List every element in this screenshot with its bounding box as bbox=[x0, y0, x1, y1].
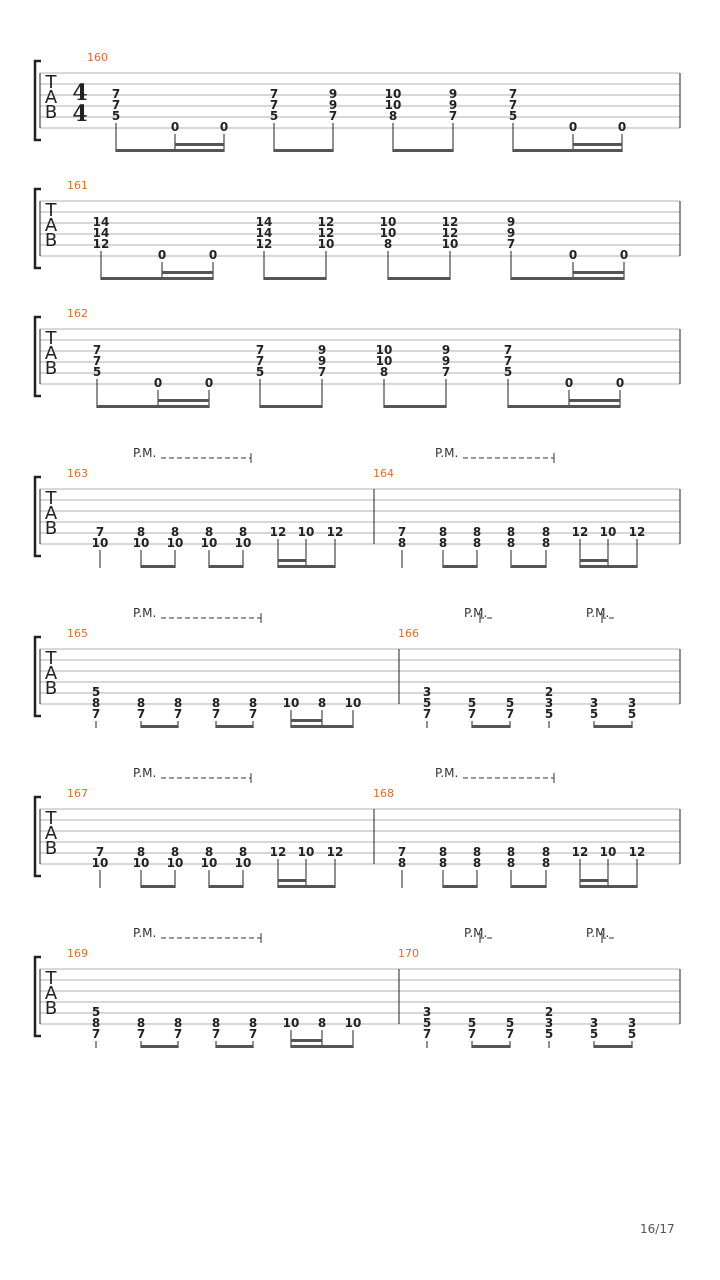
fret-number: 0 bbox=[153, 376, 163, 390]
fret-number: 0 bbox=[619, 248, 629, 262]
fret-number: 7 bbox=[505, 1027, 515, 1041]
fret-number: 8 bbox=[136, 1016, 146, 1030]
fret-number: 9 bbox=[448, 98, 458, 112]
measure-number: 164 bbox=[373, 467, 394, 480]
fret-number: 8 bbox=[506, 536, 516, 550]
fret-number: 8 bbox=[211, 696, 221, 710]
beam bbox=[291, 1045, 353, 1048]
beam bbox=[508, 405, 620, 408]
fret-number: 8 bbox=[472, 856, 482, 870]
fret-number: 8 bbox=[238, 525, 248, 539]
beam bbox=[511, 277, 624, 280]
tab-clef-letter: B bbox=[44, 230, 58, 251]
beam-sixteenth bbox=[580, 879, 608, 882]
beam bbox=[141, 565, 175, 568]
fret-number: 8 bbox=[383, 237, 393, 251]
fret-number: 10 bbox=[200, 856, 218, 870]
fret-number: 10 bbox=[375, 354, 393, 368]
fret-number: 5 bbox=[255, 365, 265, 379]
beam bbox=[388, 277, 450, 280]
fret-number: 7 bbox=[95, 845, 105, 859]
tab-clef-letter: A bbox=[44, 215, 58, 236]
measure-number: 161 bbox=[67, 179, 88, 192]
tab-clef-letter: T bbox=[45, 488, 57, 509]
fret-number: 14 bbox=[255, 215, 273, 229]
fret-number: 7 bbox=[173, 1027, 183, 1041]
fret-number: 5 bbox=[505, 696, 515, 710]
fret-number: 7 bbox=[269, 98, 279, 112]
beam-sixteenth bbox=[573, 271, 624, 274]
palm-mute-label: P.M. bbox=[435, 446, 459, 460]
fret-number: 8 bbox=[317, 1016, 327, 1030]
fret-number: 10 bbox=[344, 1016, 362, 1030]
beam-sixteenth bbox=[291, 1039, 322, 1042]
tab-clef-letter: B bbox=[44, 102, 58, 123]
beam bbox=[513, 149, 622, 152]
fret-number: 8 bbox=[472, 536, 482, 550]
fret-number: 10 bbox=[317, 237, 335, 251]
fret-number: 10 bbox=[91, 856, 109, 870]
fret-number: 7 bbox=[136, 707, 146, 721]
beam bbox=[216, 725, 253, 728]
fret-number: 0 bbox=[170, 120, 180, 134]
fret-number: 7 bbox=[111, 87, 121, 101]
fret-number: 7 bbox=[92, 354, 102, 368]
fret-number: 3 bbox=[627, 1016, 637, 1030]
beam bbox=[116, 149, 224, 152]
beam-sixteenth bbox=[278, 879, 306, 882]
fret-number: 8 bbox=[438, 845, 448, 859]
fret-number: 10 bbox=[91, 536, 109, 550]
beam bbox=[511, 565, 546, 568]
fret-number: 12 bbox=[255, 237, 273, 251]
fret-number: 8 bbox=[173, 1016, 183, 1030]
fret-number: 7 bbox=[91, 707, 101, 721]
palm-mute-label: P.M. bbox=[464, 606, 488, 620]
fret-number: 7 bbox=[269, 87, 279, 101]
fret-number: 14 bbox=[92, 215, 110, 229]
measure-number: 162 bbox=[67, 307, 88, 320]
fret-number: 8 bbox=[541, 525, 551, 539]
fret-number: 12 bbox=[326, 845, 344, 859]
fret-number: 10 bbox=[344, 696, 362, 710]
fret-number: 7 bbox=[95, 525, 105, 539]
fret-number: 5 bbox=[467, 696, 477, 710]
fret-number: 7 bbox=[441, 365, 451, 379]
fret-number: 7 bbox=[173, 707, 183, 721]
fret-number: 12 bbox=[326, 525, 344, 539]
fret-number: 8 bbox=[91, 1016, 101, 1030]
fret-number: 7 bbox=[506, 237, 516, 251]
fret-number: 7 bbox=[422, 707, 432, 721]
beam-sixteenth bbox=[158, 399, 209, 402]
fret-number: 7 bbox=[136, 1027, 146, 1041]
fret-number: 10 bbox=[234, 536, 252, 550]
measure-number: 165 bbox=[67, 627, 88, 640]
fret-number: 12 bbox=[441, 226, 459, 240]
fret-number: 10 bbox=[132, 536, 150, 550]
fret-number: 12 bbox=[269, 525, 287, 539]
fret-number: 8 bbox=[438, 856, 448, 870]
tab-clef-letter: A bbox=[44, 503, 58, 524]
beam bbox=[511, 885, 546, 888]
palm-mute-label: P.M. bbox=[464, 926, 488, 940]
beam bbox=[594, 1045, 632, 1048]
fret-number: 9 bbox=[317, 354, 327, 368]
beam bbox=[209, 565, 243, 568]
fret-number: 10 bbox=[166, 536, 184, 550]
fret-number: 5 bbox=[544, 707, 554, 721]
fret-number: 0 bbox=[568, 248, 578, 262]
beam-sixteenth bbox=[291, 719, 322, 722]
fret-number: 5 bbox=[627, 1027, 637, 1041]
fret-number: 10 bbox=[379, 215, 397, 229]
fret-number: 12 bbox=[628, 525, 646, 539]
fret-number: 7 bbox=[248, 1027, 258, 1041]
beam-sixteenth bbox=[573, 143, 622, 146]
fret-number: 12 bbox=[317, 215, 335, 229]
fret-number: 7 bbox=[467, 707, 477, 721]
beam bbox=[278, 565, 335, 568]
fret-number: 3 bbox=[627, 696, 637, 710]
fret-number: 7 bbox=[328, 109, 338, 123]
palm-mute-label: P.M. bbox=[586, 926, 610, 940]
fret-number: 10 bbox=[297, 845, 315, 859]
fret-number: 8 bbox=[472, 845, 482, 859]
fret-number: 8 bbox=[506, 845, 516, 859]
time-signature-bottom: 4 bbox=[72, 101, 88, 127]
fret-number: 10 bbox=[200, 536, 218, 550]
fret-number: 8 bbox=[170, 525, 180, 539]
beam bbox=[260, 405, 322, 408]
fret-number: 8 bbox=[238, 845, 248, 859]
tab-clef-letter: T bbox=[45, 72, 57, 93]
fret-number: 10 bbox=[384, 87, 402, 101]
fret-number: 8 bbox=[317, 696, 327, 710]
beam bbox=[580, 885, 637, 888]
beam bbox=[291, 725, 353, 728]
fret-number: 10 bbox=[384, 98, 402, 112]
fret-number: 8 bbox=[248, 696, 258, 710]
fret-number: 10 bbox=[441, 237, 459, 251]
beam bbox=[216, 1045, 253, 1048]
tab-clef-letter: A bbox=[44, 663, 58, 684]
fret-number: 7 bbox=[255, 343, 265, 357]
fret-number: 2 bbox=[544, 685, 554, 699]
measure-number: 163 bbox=[67, 467, 88, 480]
fret-number: 3 bbox=[544, 696, 554, 710]
fret-number: 7 bbox=[211, 1027, 221, 1041]
beam-sixteenth bbox=[278, 559, 306, 562]
tab-clef-letter: B bbox=[44, 838, 58, 859]
fret-number: 7 bbox=[248, 707, 258, 721]
palm-mute-label: P.M. bbox=[586, 606, 610, 620]
fret-number: 8 bbox=[506, 525, 516, 539]
fret-number: 10 bbox=[379, 226, 397, 240]
fret-number: 5 bbox=[589, 1027, 599, 1041]
fret-number: 9 bbox=[328, 87, 338, 101]
fret-number: 0 bbox=[617, 120, 627, 134]
fret-number: 7 bbox=[505, 707, 515, 721]
beam bbox=[443, 885, 477, 888]
tab-clef-letter: T bbox=[45, 808, 57, 829]
fret-number: 0 bbox=[615, 376, 625, 390]
fret-number: 10 bbox=[599, 845, 617, 859]
fret-number: 8 bbox=[173, 696, 183, 710]
fret-number: 14 bbox=[255, 226, 273, 240]
tab-clef-letter: T bbox=[45, 648, 57, 669]
fret-number: 0 bbox=[157, 248, 167, 262]
fret-number: 3 bbox=[589, 696, 599, 710]
fret-number: 8 bbox=[170, 845, 180, 859]
measure-number: 167 bbox=[67, 787, 88, 800]
fret-number: 8 bbox=[248, 1016, 258, 1030]
measure-number: 169 bbox=[67, 947, 88, 960]
fret-number: 8 bbox=[379, 365, 389, 379]
fret-number: 12 bbox=[441, 215, 459, 229]
measure-number: 168 bbox=[373, 787, 394, 800]
fret-number: 5 bbox=[503, 365, 513, 379]
fret-number: 0 bbox=[208, 248, 218, 262]
fret-number: 7 bbox=[91, 1027, 101, 1041]
beam bbox=[97, 405, 209, 408]
fret-number: 9 bbox=[506, 215, 516, 229]
beam bbox=[264, 277, 326, 280]
fret-number: 7 bbox=[467, 1027, 477, 1041]
fret-number: 10 bbox=[375, 343, 393, 357]
fret-number: 5 bbox=[269, 109, 279, 123]
fret-number: 8 bbox=[438, 536, 448, 550]
fret-number: 7 bbox=[397, 525, 407, 539]
fret-number: 7 bbox=[503, 343, 513, 357]
fret-number: 5 bbox=[91, 685, 101, 699]
fret-number: 10 bbox=[282, 696, 300, 710]
beam bbox=[101, 277, 213, 280]
fret-number: 10 bbox=[599, 525, 617, 539]
fret-number: 9 bbox=[441, 343, 451, 357]
fret-number: 7 bbox=[503, 354, 513, 368]
fret-number: 5 bbox=[422, 696, 432, 710]
measure-number: 160 bbox=[87, 51, 108, 64]
palm-mute-label: P.M. bbox=[133, 446, 157, 460]
page-number: 16/17 bbox=[640, 1222, 675, 1236]
fret-number: 8 bbox=[136, 696, 146, 710]
beam bbox=[209, 885, 243, 888]
beam bbox=[141, 725, 178, 728]
fret-number: 8 bbox=[204, 525, 214, 539]
fret-number: 7 bbox=[508, 98, 518, 112]
fret-number: 12 bbox=[269, 845, 287, 859]
tab-clef-letter: A bbox=[44, 983, 58, 1004]
fret-number: 10 bbox=[234, 856, 252, 870]
fret-number: 8 bbox=[438, 525, 448, 539]
fret-number: 8 bbox=[204, 845, 214, 859]
fret-number: 0 bbox=[204, 376, 214, 390]
fret-number: 9 bbox=[448, 87, 458, 101]
fret-number: 10 bbox=[297, 525, 315, 539]
beam bbox=[472, 725, 510, 728]
fret-number: 7 bbox=[397, 845, 407, 859]
tab-clef-letter: B bbox=[44, 518, 58, 539]
fret-number: 8 bbox=[472, 525, 482, 539]
fret-number: 7 bbox=[317, 365, 327, 379]
beam bbox=[278, 885, 335, 888]
beam bbox=[443, 565, 477, 568]
fret-number: 8 bbox=[541, 856, 551, 870]
palm-mute-label: P.M. bbox=[133, 926, 157, 940]
fret-number: 2 bbox=[544, 1005, 554, 1019]
fret-number: 7 bbox=[211, 707, 221, 721]
fret-number: 14 bbox=[92, 226, 110, 240]
tab-clef-letter: A bbox=[44, 823, 58, 844]
tab-clef-letter: T bbox=[45, 968, 57, 989]
fret-number: 3 bbox=[589, 1016, 599, 1030]
fret-number: 10 bbox=[132, 856, 150, 870]
fret-number: 5 bbox=[91, 1005, 101, 1019]
fret-number: 8 bbox=[388, 109, 398, 123]
fret-number: 12 bbox=[92, 237, 110, 251]
beam bbox=[472, 1045, 510, 1048]
measure-number: 166 bbox=[398, 627, 419, 640]
beam-sixteenth bbox=[162, 271, 213, 274]
tab-clef-letter: B bbox=[44, 358, 58, 379]
fret-number: 7 bbox=[448, 109, 458, 123]
palm-mute-label: P.M. bbox=[133, 606, 157, 620]
fret-number: 10 bbox=[166, 856, 184, 870]
tab-clef-letter: A bbox=[44, 343, 58, 364]
fret-number: 5 bbox=[589, 707, 599, 721]
beam bbox=[594, 725, 632, 728]
fret-number: 8 bbox=[541, 845, 551, 859]
beam-sixteenth bbox=[569, 399, 620, 402]
fret-number: 7 bbox=[111, 98, 121, 112]
fret-number: 8 bbox=[541, 536, 551, 550]
fret-number: 7 bbox=[508, 87, 518, 101]
beam bbox=[393, 149, 453, 152]
fret-number: 12 bbox=[571, 845, 589, 859]
tab-clef-letter: B bbox=[44, 678, 58, 699]
fret-number: 0 bbox=[219, 120, 229, 134]
tab-clef-letter: T bbox=[45, 328, 57, 349]
fret-number: 5 bbox=[422, 1016, 432, 1030]
fret-number: 3 bbox=[422, 1005, 432, 1019]
fret-number: 3 bbox=[544, 1016, 554, 1030]
fret-number: 8 bbox=[397, 536, 407, 550]
fret-number: 7 bbox=[422, 1027, 432, 1041]
fret-number: 8 bbox=[136, 525, 146, 539]
fret-number: 5 bbox=[505, 1016, 515, 1030]
fret-number: 7 bbox=[255, 354, 265, 368]
fret-number: 8 bbox=[397, 856, 407, 870]
beam bbox=[141, 885, 175, 888]
fret-number: 5 bbox=[111, 109, 121, 123]
fret-number: 0 bbox=[564, 376, 574, 390]
fret-number: 5 bbox=[92, 365, 102, 379]
fret-number: 8 bbox=[91, 696, 101, 710]
fret-number: 5 bbox=[544, 1027, 554, 1041]
fret-number: 8 bbox=[136, 845, 146, 859]
tab-clef-letter: A bbox=[44, 87, 58, 108]
beam bbox=[580, 565, 637, 568]
time-signature-top: 4 bbox=[72, 80, 88, 106]
tab-clef-letter: B bbox=[44, 998, 58, 1019]
fret-number: 10 bbox=[282, 1016, 300, 1030]
fret-number: 8 bbox=[211, 1016, 221, 1030]
fret-number: 3 bbox=[422, 685, 432, 699]
beam bbox=[141, 1045, 178, 1048]
fret-number: 9 bbox=[317, 343, 327, 357]
beam bbox=[384, 405, 446, 408]
fret-number: 9 bbox=[328, 98, 338, 112]
palm-mute-label: P.M. bbox=[133, 766, 157, 780]
measure-number: 170 bbox=[398, 947, 419, 960]
beam-sixteenth bbox=[175, 143, 224, 146]
fret-number: 5 bbox=[467, 1016, 477, 1030]
beam bbox=[274, 149, 333, 152]
fret-number: 12 bbox=[317, 226, 335, 240]
fret-number: 5 bbox=[508, 109, 518, 123]
fret-number: 9 bbox=[506, 226, 516, 240]
fret-number: 12 bbox=[628, 845, 646, 859]
fret-number: 0 bbox=[568, 120, 578, 134]
tab-clef-letter: T bbox=[45, 200, 57, 221]
beam-sixteenth bbox=[580, 559, 608, 562]
fret-number: 7 bbox=[92, 343, 102, 357]
fret-number: 8 bbox=[506, 856, 516, 870]
fret-number: 12 bbox=[571, 525, 589, 539]
fret-number: 9 bbox=[441, 354, 451, 368]
palm-mute-label: P.M. bbox=[435, 766, 459, 780]
fret-number: 5 bbox=[627, 707, 637, 721]
